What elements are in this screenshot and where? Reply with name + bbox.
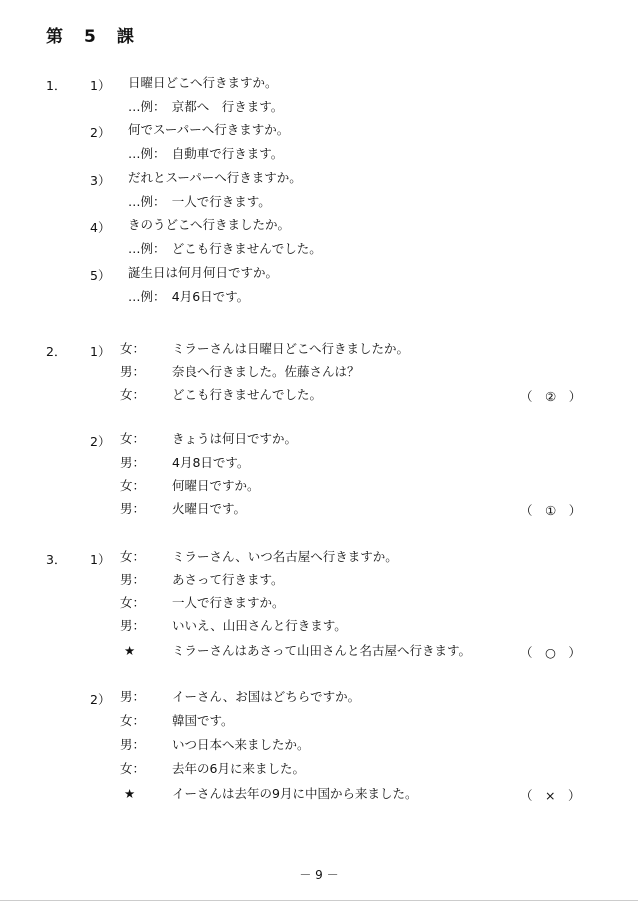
- lesson-title: [46, 22, 136, 47]
- speaker-label: 男：: [120, 455, 146, 470]
- speaker-label: 女：: [120, 478, 146, 493]
- item-number: 2）: [90, 125, 111, 140]
- item-number: 2）: [90, 692, 111, 707]
- speaker-label: 男：: [120, 364, 146, 379]
- question-text: 日曜日どこへ行きますか。: [128, 75, 278, 90]
- item-number: 1）: [90, 344, 111, 359]
- item-number: 3）: [90, 173, 111, 188]
- dialog-line: 一人で行きますか。: [172, 595, 285, 610]
- speaker-label: 女：: [120, 713, 146, 728]
- item-number: 1）: [90, 78, 111, 93]
- item-number: 1）: [90, 552, 111, 567]
- dialog-line: 奈良へ行きました。佐藤さんは？: [172, 364, 360, 379]
- star-summary-icon: ★: [124, 643, 136, 658]
- speaker-label: 女：: [120, 595, 146, 610]
- dialog-line: 去年の6月に来ました。: [172, 761, 305, 776]
- section-label: 1．: [46, 78, 67, 93]
- speaker-label: 男：: [120, 618, 146, 633]
- dialog-line: 火曜日です。: [172, 501, 247, 516]
- dialog-line: 韓国です。: [172, 713, 234, 728]
- speaker-label: 女：: [120, 431, 146, 446]
- dialog-line: いつ日本へ来ましたか。: [172, 737, 310, 752]
- speaker-label: 女：: [120, 387, 146, 402]
- example-answer: …例： 4月6日です。: [128, 289, 250, 304]
- example-answer: …例： どこも行きませんでした。: [128, 241, 322, 256]
- example-answer: …例： 一人で行きます。: [128, 194, 271, 209]
- question-text: 何でスーパーへ行きますか。: [128, 122, 290, 137]
- speaker-label: 男：: [120, 689, 146, 704]
- summary-statement: イーさんは去年の9月に中国から来ました。: [172, 786, 418, 801]
- dialog-line: あさって行きます。: [172, 572, 284, 587]
- bottom-divider: [0, 900, 638, 901]
- dialog-line: イーさん、お国はどちらですか。: [172, 689, 361, 704]
- answer-choice: （ ② ）: [520, 389, 582, 404]
- section-label: 2．: [46, 344, 67, 359]
- speaker-label: 男：: [120, 737, 146, 752]
- dialog-line: ミラーさん、いつ名古屋へ行きますか。: [172, 549, 398, 564]
- dialog-line: ミラーさんは日曜日どこへ行きましたか。: [172, 341, 410, 356]
- dialog-line: 何曜日ですか。: [172, 478, 260, 493]
- example-answer: …例： 自動車で行きます。: [128, 146, 284, 161]
- summary-statement: ミラーさんはあさって山田さんと名古屋へ行きます。: [172, 643, 472, 658]
- page-number: － 9 －: [299, 868, 339, 882]
- dialog-line: いいえ、山田さんと行きます。: [172, 618, 347, 633]
- lesson-title-text: 第 5 課: [46, 27, 136, 47]
- answer-choice: （ × ）: [520, 788, 581, 803]
- speaker-label: 女：: [120, 341, 146, 356]
- star-summary-icon: ★: [124, 786, 136, 801]
- speaker-label: 女：: [120, 761, 146, 776]
- answer-choice: （ ○ ）: [520, 645, 581, 660]
- dialog-line: どこも行きませんでした。: [172, 387, 323, 402]
- dialog-line: 4月8日です。: [172, 455, 250, 470]
- question-text: きのうどこへ行きましたか。: [128, 217, 291, 232]
- dialog-line: きょうは何日ですか。: [172, 431, 298, 446]
- example-answer: …例： 京都へ 行きます。: [128, 99, 284, 114]
- question-text: 誕生日は何月何日ですか。: [128, 265, 279, 280]
- item-number: 4）: [90, 220, 111, 235]
- answer-choice: （ ① ）: [520, 503, 582, 518]
- speaker-label: 男：: [120, 572, 146, 587]
- speaker-label: 女：: [120, 549, 146, 564]
- item-number: 5）: [90, 268, 111, 283]
- item-number: 2）: [90, 434, 111, 449]
- question-text: だれとスーパーへ行きますか。: [128, 170, 302, 185]
- section-label: 3．: [46, 552, 67, 567]
- speaker-label: 男：: [120, 501, 146, 516]
